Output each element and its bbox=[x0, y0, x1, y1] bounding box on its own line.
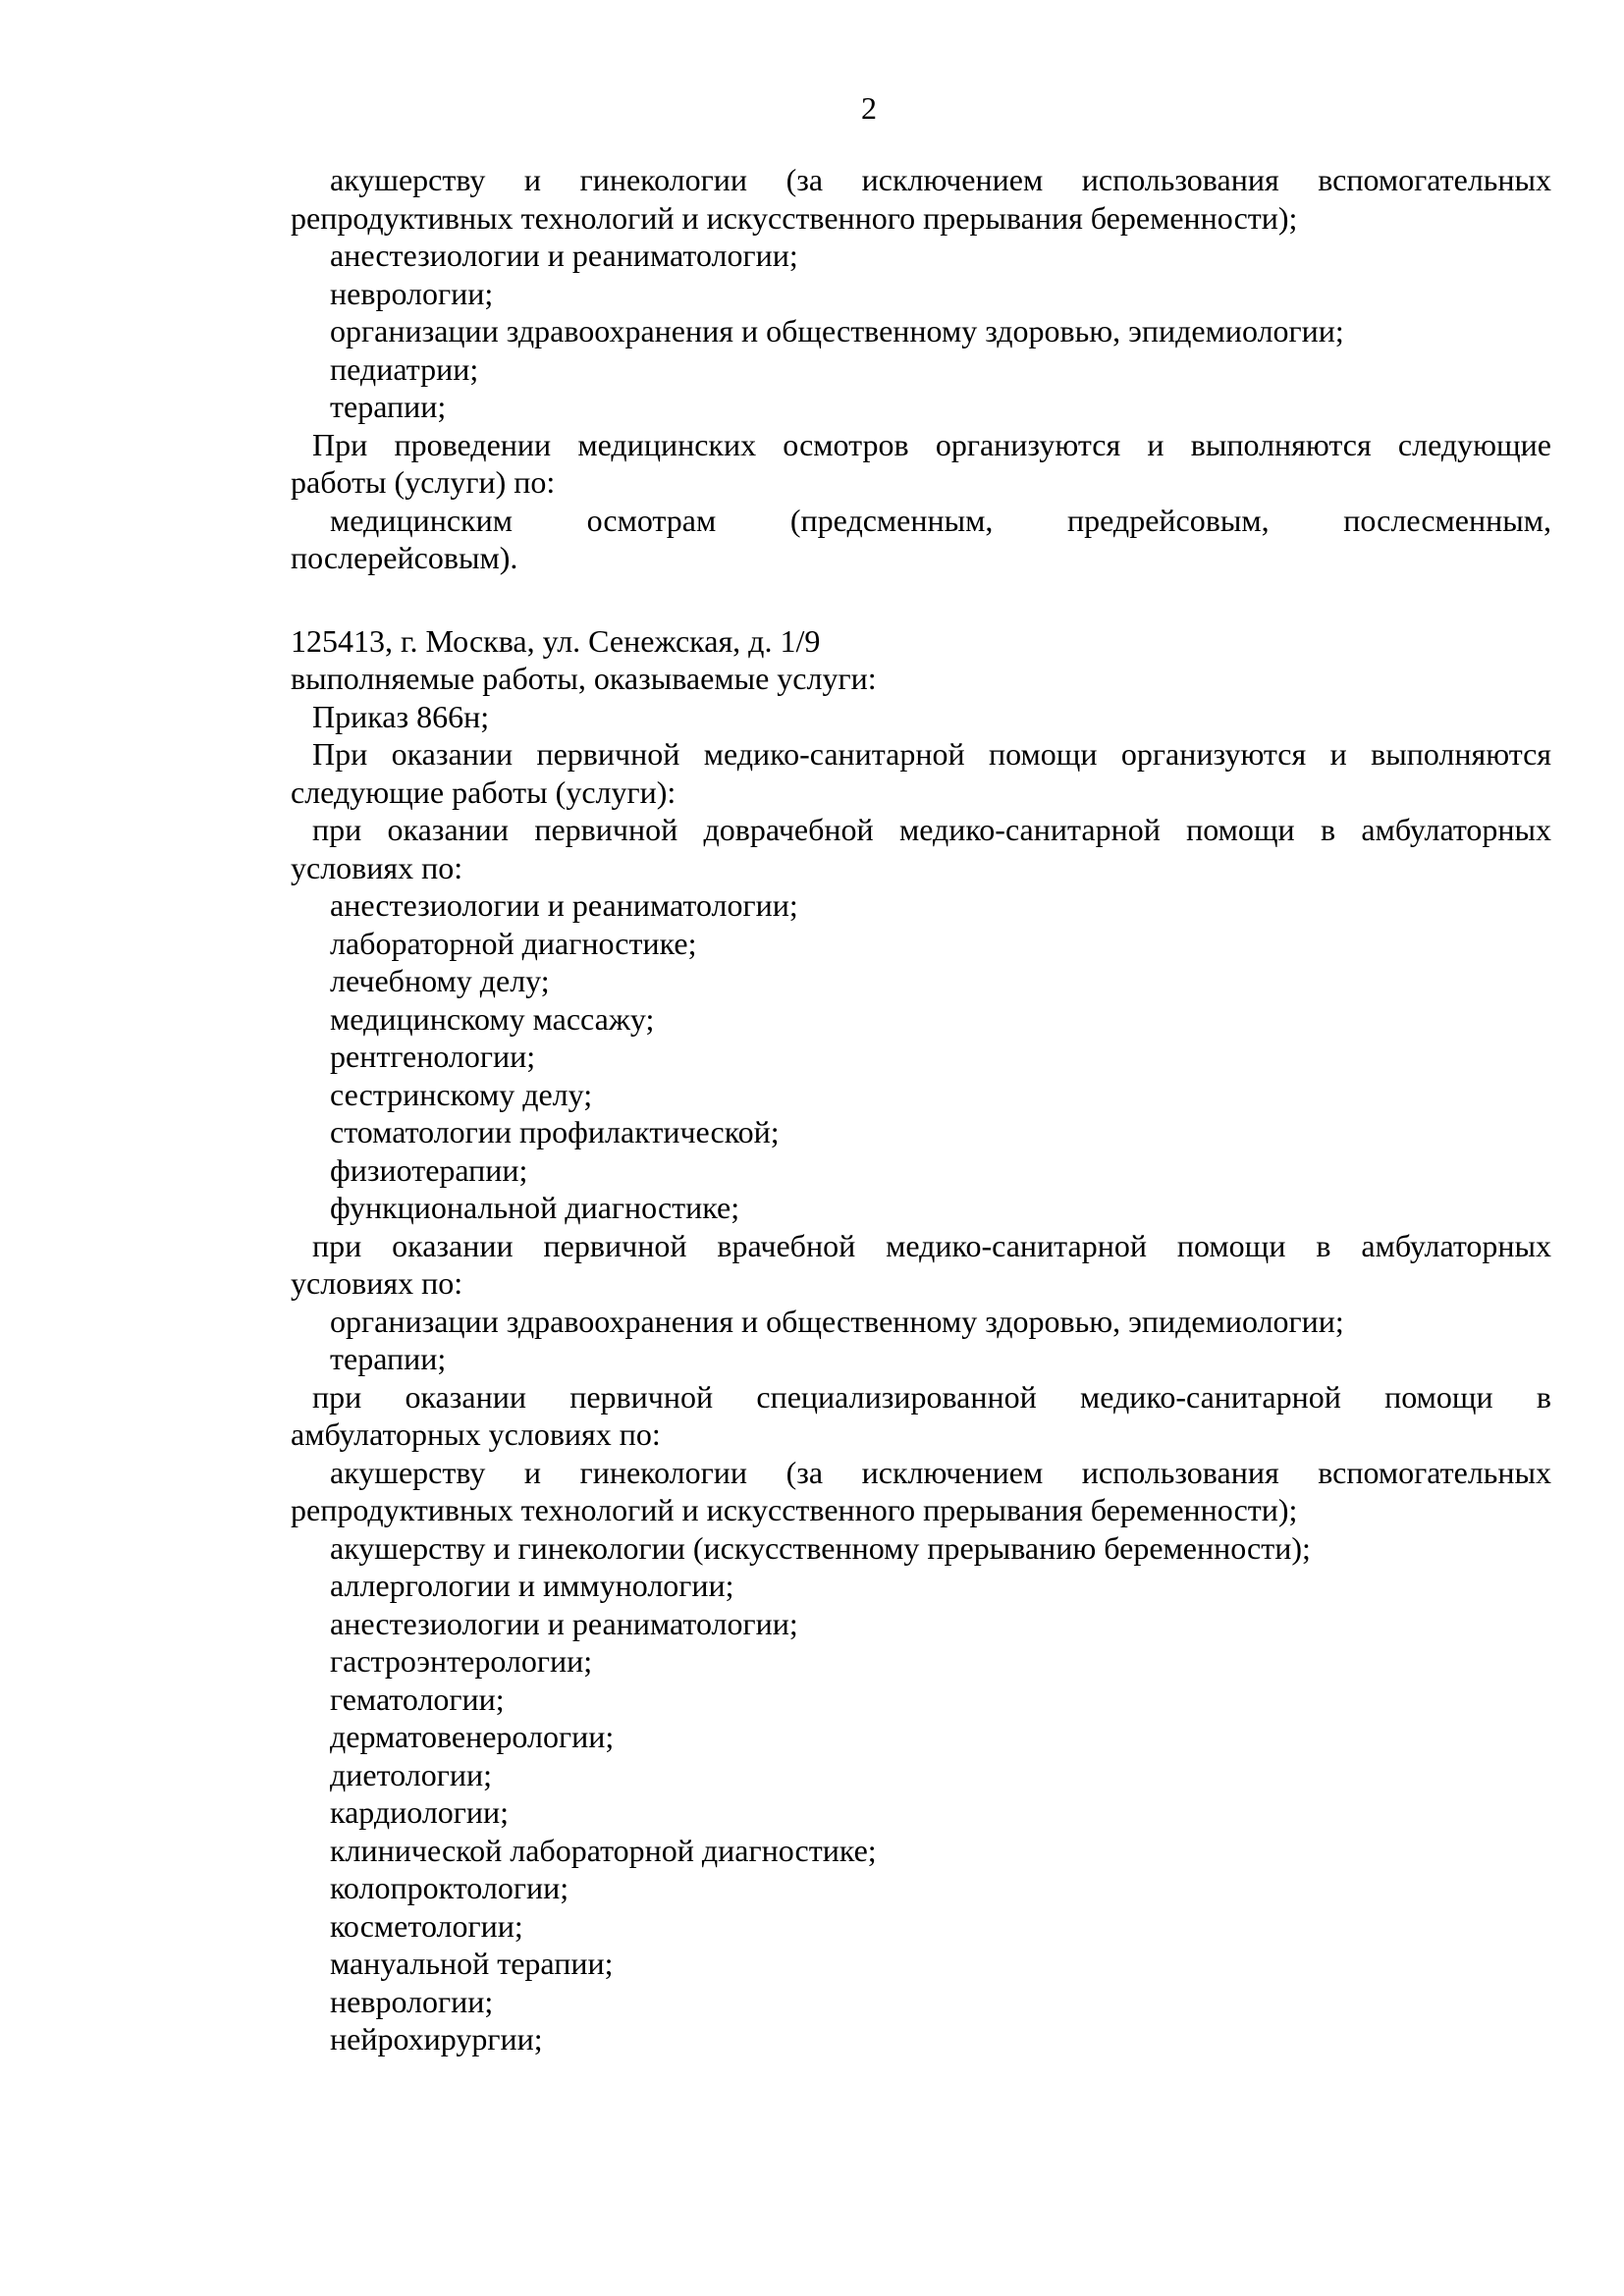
document-line: функциональной диагностике; bbox=[330, 1190, 740, 1225]
document-line: При проведении медицинских осмотров организуются и выполняются следующие bbox=[312, 426, 1551, 462]
document-line: при оказании первичной доврачебной медико-санитарной помощи в амбулаторных bbox=[312, 812, 1551, 847]
document-line: дерматовенерологии; bbox=[330, 1719, 615, 1754]
document-line: гастроэнтерологии; bbox=[330, 1643, 593, 1679]
document-line: педиатрии; bbox=[330, 350, 479, 387]
document-body bbox=[291, 161, 1551, 2058]
document-line: рентгенологии; bbox=[330, 1039, 536, 1074]
document-line: косметологии; bbox=[330, 1907, 523, 1944]
page-number: 2 bbox=[861, 90, 877, 126]
document-line: выполняемые работы, оказываемые услуги: bbox=[291, 661, 877, 696]
document-line: работы (услуги) по: bbox=[291, 464, 556, 500]
document-line: при оказании первичной специализированной медико-санитарной помощи в bbox=[312, 1378, 1551, 1415]
document-line: диетологии; bbox=[330, 1756, 492, 1792]
document-line: организации здравоохранения и общественному здоровью, эпидемиологии; bbox=[330, 313, 1344, 348]
document-line: условиях по: bbox=[291, 1265, 463, 1301]
document-line: акушерству и гинекологии (искусственному прерыванию беременности); bbox=[330, 1529, 1311, 1566]
document-line: Приказ 866н; bbox=[312, 698, 490, 734]
document-line: физиотерапии; bbox=[330, 1151, 528, 1188]
document-line: при оказании первичной врачебной медико-санитарной помощи в амбулаторных bbox=[312, 1227, 1551, 1263]
document-line: послерейсовым). bbox=[291, 540, 518, 575]
document-line: амбулаторных условиях по: bbox=[291, 1416, 661, 1452]
document-line: лабораторной диагностике; bbox=[330, 925, 697, 961]
document-line: неврологии; bbox=[330, 1983, 494, 2019]
document-line: кардиологии; bbox=[330, 1794, 510, 1830]
document-line: стоматологии профилактической; bbox=[330, 1114, 780, 1149]
blank-line bbox=[291, 577, 1551, 622]
document-line: акушерству и гинекологии (за исключением использования вспомогательных bbox=[330, 162, 1551, 197]
document-line: акушерству и гинекологии (за исключением использования вспомогательных bbox=[330, 1454, 1551, 1490]
document-line: репродуктивных технологий и искусственного прерывания беременности); bbox=[291, 199, 1298, 236]
document-line: гематологии; bbox=[330, 1681, 505, 1717]
document-line: мануальной терапии; bbox=[330, 1946, 614, 1981]
document-line: анестезиологии и реаниматологии; bbox=[330, 238, 798, 273]
document-line: медицинским осмотрам (предсменным, предрейсовым, послесменным, bbox=[330, 502, 1551, 538]
document-line: 125413, г. Москва, ул. Сенежская, д. 1/9 bbox=[291, 622, 821, 659]
document-line: нейрохирургии; bbox=[330, 2021, 543, 2056]
document-line: терапии; bbox=[330, 389, 447, 424]
document-line: следующие работы (услуги): bbox=[291, 774, 677, 810]
document-line: При оказании первичной медико-санитарной помощи организуются и выполняются bbox=[312, 736, 1551, 772]
document-line: клинической лабораторной диагностике; bbox=[330, 1832, 877, 1868]
document-line: анестезиологии и реаниматологии; bbox=[330, 1605, 798, 1641]
document-line: аллергологии и иммунологии; bbox=[330, 1568, 734, 1603]
document-line: условиях по: bbox=[291, 849, 463, 885]
document-line: колопроктологии; bbox=[330, 1870, 569, 1905]
document-line: сестринскому делу; bbox=[330, 1076, 593, 1112]
document-line: терапии; bbox=[330, 1341, 447, 1376]
document-line: репродуктивных технологий и искусственного прерывания беременности); bbox=[291, 1492, 1298, 1527]
document-line: анестезиологии и реаниматологии; bbox=[330, 887, 798, 923]
document-line: лечебному делу; bbox=[330, 963, 550, 998]
document-line: неврологии; bbox=[330, 275, 494, 311]
document-line: медицинскому массажу; bbox=[330, 1000, 655, 1037]
document-line: организации здравоохранения и общественному здоровью, эпидемиологии; bbox=[330, 1303, 1344, 1339]
